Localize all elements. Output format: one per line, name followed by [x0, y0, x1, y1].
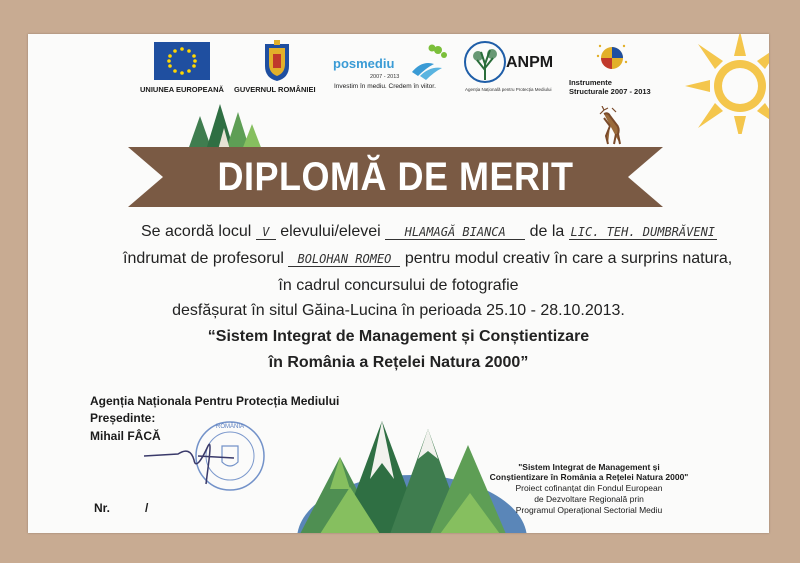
stamp-signature	[138, 416, 278, 496]
instrumente-line1: Instrumente	[569, 78, 612, 87]
president-role: Președinte:	[90, 411, 156, 425]
anpm-subtitle: Agenția Națională pentru Protecția Mediului	[465, 87, 552, 92]
eu-label: UNIUNEA EUROPEANĂ	[140, 85, 224, 94]
sun-icon	[678, 34, 769, 134]
trees-illustration	[178, 98, 268, 150]
award-line-1	[141, 223, 717, 241]
posmediu-pos: pos	[333, 56, 357, 71]
deer-icon	[594, 106, 624, 146]
teacher-name-field: BOLOHAN ROMEO	[288, 252, 400, 267]
project-line-3: Proiect cofinanțat din Fondul European	[515, 483, 663, 493]
romanian-coat-of-arms-icon	[262, 40, 292, 82]
posmediu-logo	[333, 56, 394, 71]
student-name-field: HLAMAGĂ BIANCA	[385, 225, 525, 240]
president-name: Mihail FÂCĂ	[90, 429, 161, 443]
award-text-a: Se acordă locul	[141, 223, 252, 240]
award-text-c: de la	[529, 223, 565, 240]
award-text-b: elevului/elevei	[280, 223, 381, 240]
award-line-2	[123, 250, 732, 268]
posmediu-logo-icon	[408, 42, 448, 80]
project-title-1: "Sistem Integrat de Management și	[518, 462, 660, 472]
gov-label: GUVERNUL ROMÂNIEI	[234, 85, 316, 94]
agency-name: Agenția Naționala Pentru Protecția Mediului	[90, 394, 340, 408]
place-field: V	[256, 225, 276, 240]
award-text-e: pentru modul creativ în care a surprins natura,	[404, 250, 733, 267]
instrumente-structurale-icon	[596, 42, 628, 74]
nr-separator: /	[145, 501, 149, 515]
award-line-3: în cadrul concursului de fotografie	[278, 277, 519, 294]
banner-title-wrap	[128, 147, 663, 207]
project-line-4: de Dezvoltare Regională prin	[534, 494, 644, 504]
award-text-d: îndrumat de profesorul	[123, 250, 284, 267]
posmediu-years: 2007 - 2013	[370, 74, 400, 80]
school-field: LIC. TEH. DUMBRĂVENI	[570, 225, 716, 239]
posmediu-mediu: mediu	[356, 56, 395, 71]
eu-flag-icon	[154, 42, 210, 80]
project-title-2: Conștientizare în România a Rețelei Natura 2000"	[489, 472, 689, 482]
instrumente-line2: Structurale 2007 - 2013	[569, 87, 651, 96]
stamp-text: ROMÂNIA	[216, 424, 245, 430]
nr-label: Nr.	[94, 501, 111, 515]
award-line-4: desfășurat în situl Găina-Lucina în perioada 25.10 - 28.10.2013.	[172, 302, 625, 319]
diploma-paper	[28, 34, 769, 533]
anpm-globe-tree-icon	[461, 40, 509, 86]
project-quote-1: “Sistem Integrat de Management și Conștientizare	[207, 328, 590, 345]
diploma-title: DIPLOMĂ DE MERIT	[217, 153, 574, 199]
posmediu-tagline: Investim în mediu. Credem în viitor.	[334, 83, 436, 90]
anpm-name: ANPM	[506, 54, 554, 71]
project-quote-2: în România a Rețelei Natura 2000”	[268, 354, 529, 371]
project-line-5: Programul Operațional Sectorial Mediu	[515, 505, 663, 515]
